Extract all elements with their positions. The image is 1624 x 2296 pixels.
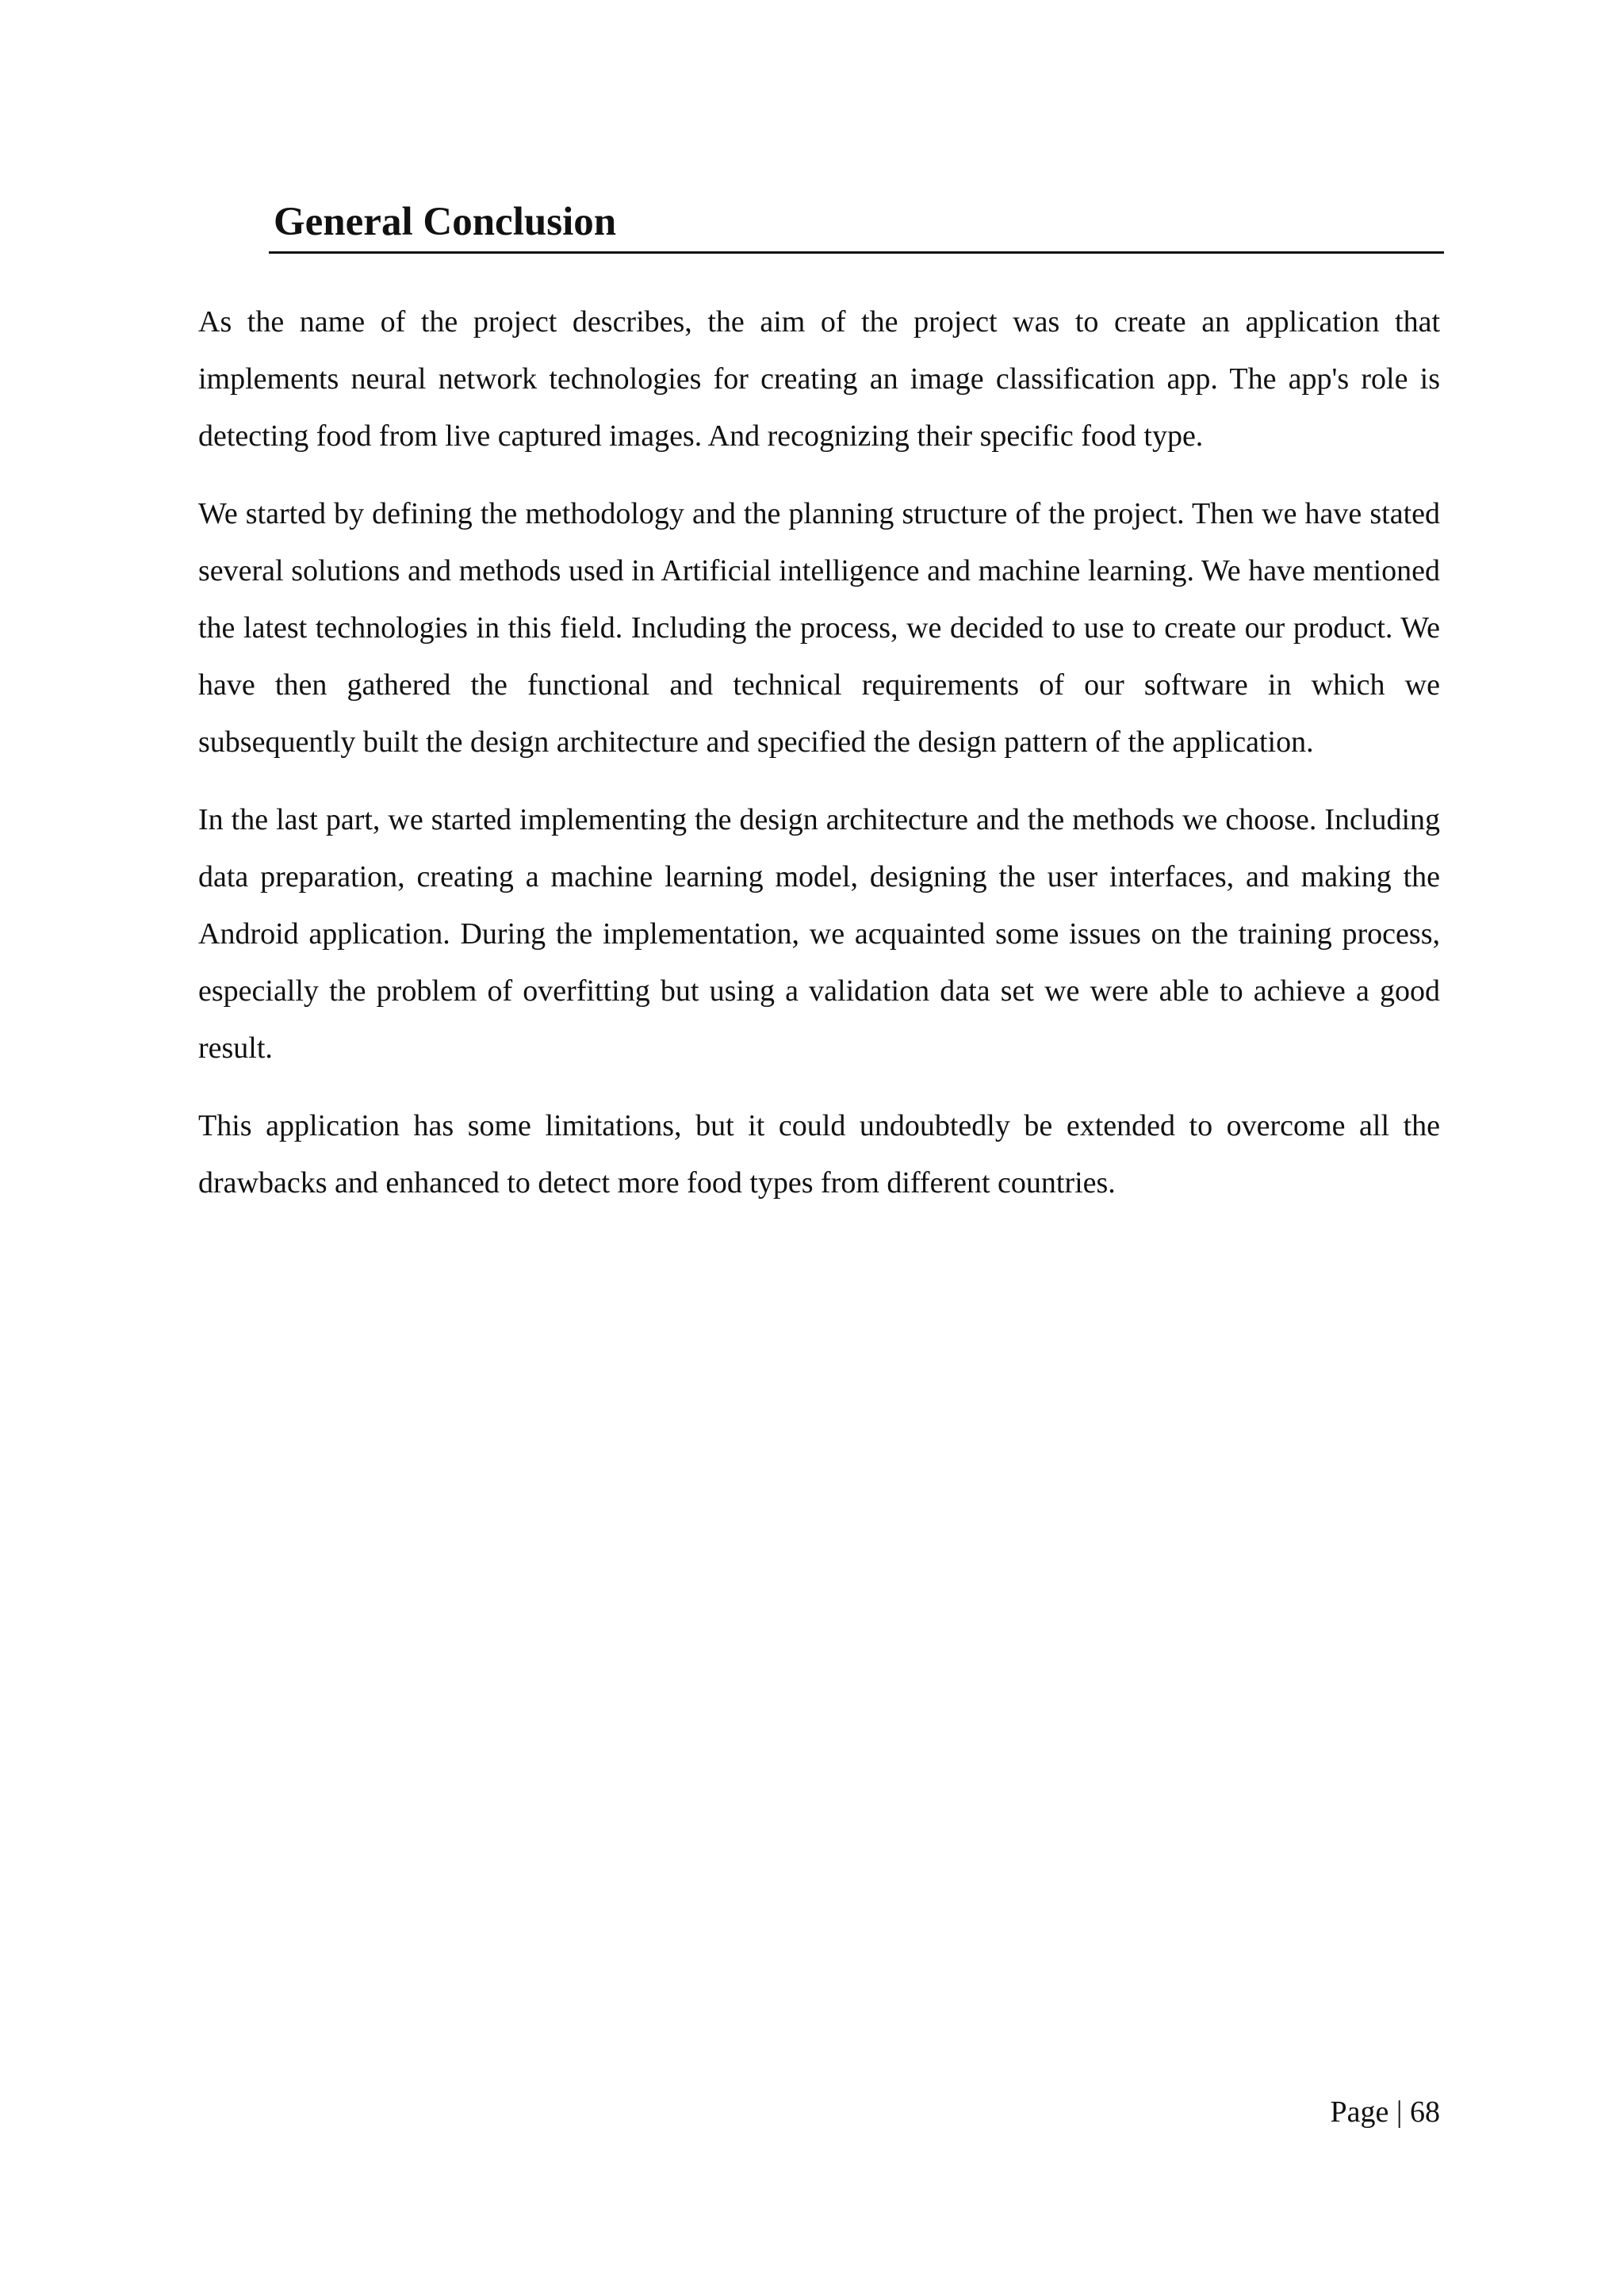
section-heading-block: [269, 195, 1444, 254]
paragraph-1: As the name of the project describes, the aim of the project was to create an application that implements neural network technologies for creating an image classification app. The app's role is detecting food from live captured images. And recognizing their specific food type.: [198, 305, 1440, 453]
paragraph-4: This application has some limitations, but it could undoubtedly be extended to overcome all the drawbacks and enhanced to detect more food types from different countries.: [198, 1109, 1440, 1200]
page-number: Page | 68: [1330, 2095, 1440, 2129]
body-text: [198, 293, 1440, 1232]
paragraph-3: In the last part, we started implementing the design architecture and the methods we choose. Including data preparation, creating a machine learning model, designing the user interfaces, and making the Android application. During the implementation, we acquainted some issues on the training process, especially the problem of overfitting but using a validation data set we were able to achieve a good result.: [198, 803, 1440, 1065]
paragraph-2: We started by defining the methodology and the planning structure of the project. Then we have stated several solutions and methods used in Artificial intelligence and machine learning. We have mentioned the latest technologies in this field. Including the process, we decided to use to create our product. We have then gathered the functional and technical requirements of our software in which we subsequently built the design architecture and specified the design pattern of the application.: [198, 497, 1440, 759]
section-heading: General Conclusion: [274, 200, 617, 244]
